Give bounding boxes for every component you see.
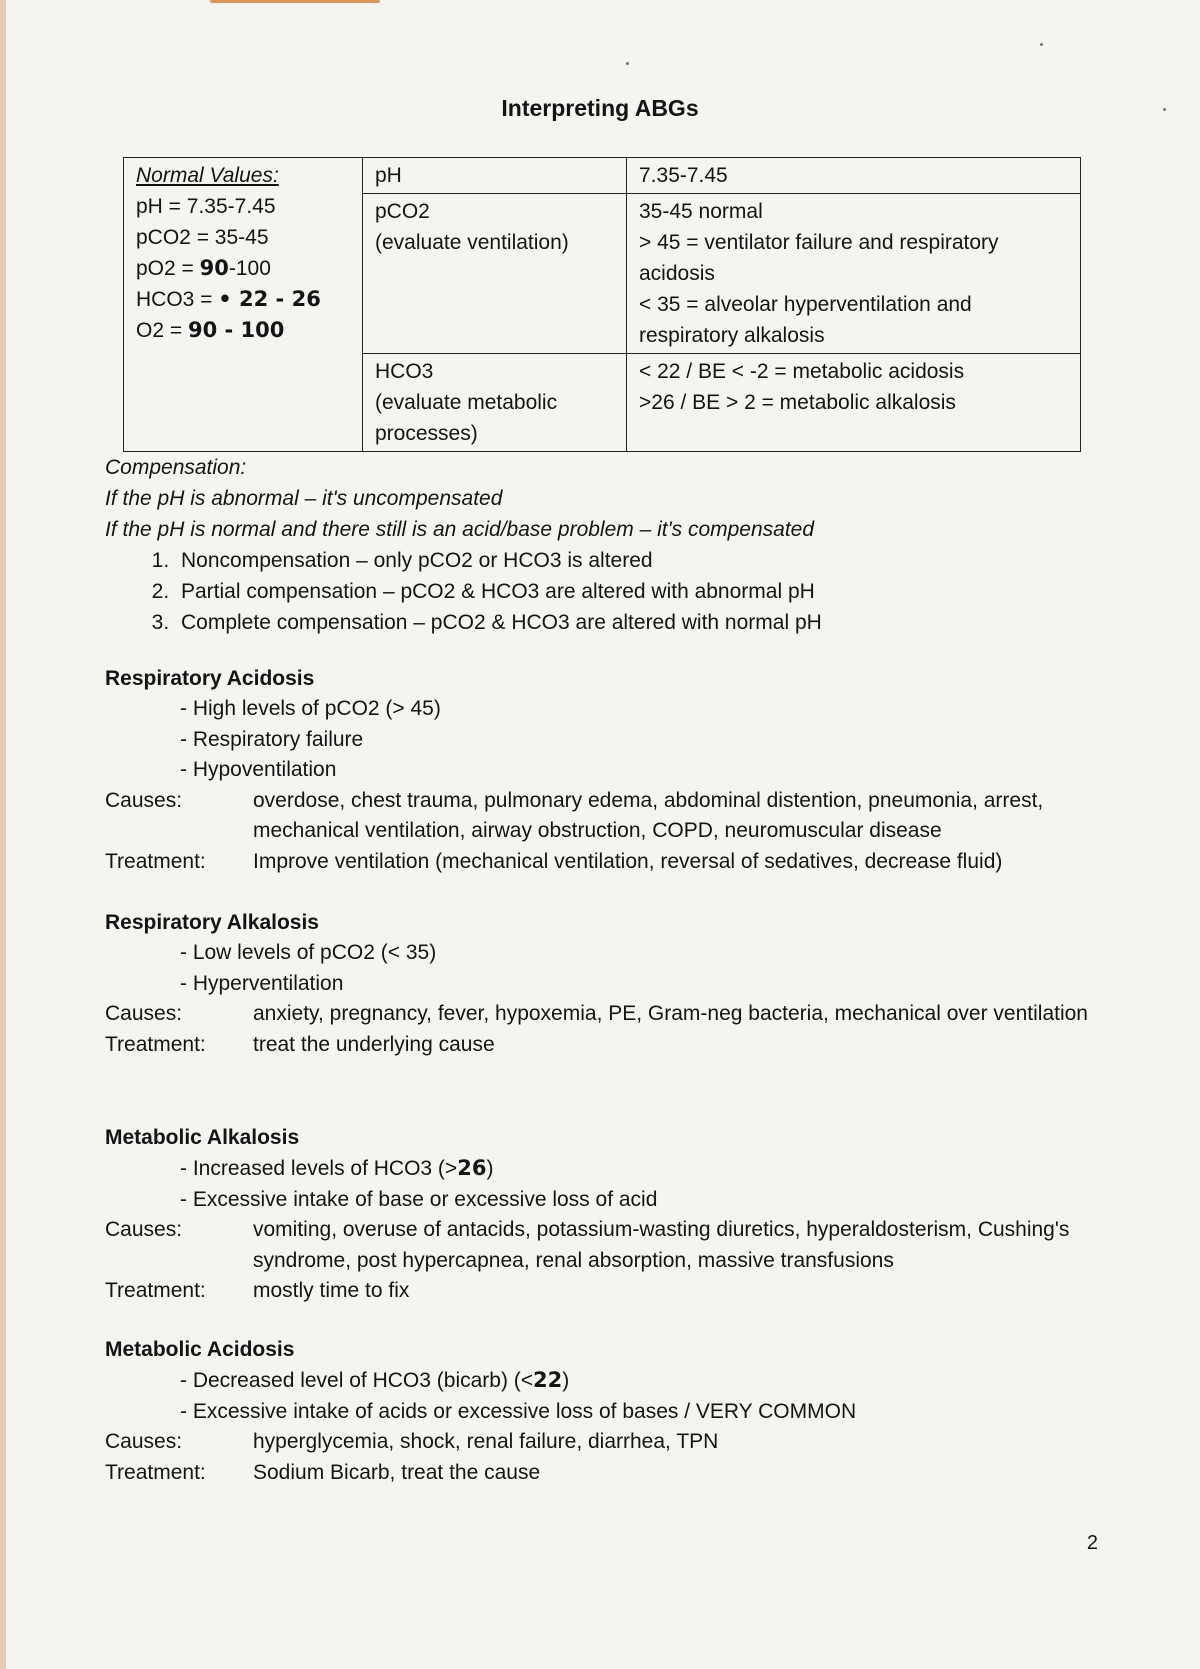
causes-label: Causes: bbox=[105, 788, 183, 812]
normal-o2: O2 = 90 - 100 bbox=[136, 318, 285, 342]
causes-text: overdose, chest trauma, pulmonary edema, abdominal distention, pneumonia, arrest, mechanical ventilation, airway obstruction, COPD, neuromuscular disease bbox=[253, 788, 1044, 842]
bullet: - Excessive intake of base or excessive loss of acid bbox=[180, 1187, 658, 1211]
treatment-label: Treatment: bbox=[105, 1279, 206, 1302]
bullet: - Hypoventilation bbox=[180, 758, 337, 781]
handwritten-hco3: • 22 - 26 bbox=[218, 287, 321, 311]
normal-pco2: pCO2 = 35-45 bbox=[136, 226, 269, 249]
causes-row bbox=[105, 999, 1105, 1030]
treatment-label: Treatment: bbox=[105, 1032, 206, 1056]
pco2-values-cell bbox=[627, 194, 1081, 354]
causes-text: hyperglycemia, shock, renal failure, diarrhea, TPN bbox=[253, 1430, 719, 1453]
ph-value: 7.35-7.45 bbox=[627, 158, 1081, 194]
bullet: - Excessive intake of acids or excessive loss of bases / VERY COMMON bbox=[180, 1399, 857, 1423]
hco3-param-cell bbox=[363, 354, 627, 452]
handwritten-o2: 90 - 100 bbox=[187, 318, 285, 342]
treatment-row bbox=[105, 1458, 1105, 1489]
page-edge bbox=[0, 0, 6, 1669]
causes-label: Causes: bbox=[105, 1002, 183, 1025]
pco2-param-cell bbox=[363, 194, 627, 354]
speck bbox=[1040, 43, 1043, 46]
section-heading: Metabolic Alkalosis bbox=[105, 1126, 300, 1149]
met-acidosis-section bbox=[105, 1334, 1105, 1488]
compensation-section bbox=[105, 452, 822, 638]
handwritten-value: 26 bbox=[457, 1156, 487, 1180]
compensation-line: If the pH is normal and there still is an acid/base problem – it's compensated bbox=[105, 518, 815, 541]
list-item: 2. Partial compensation – pCO2 & HCO3 are altered with abnormal pH bbox=[175, 576, 822, 607]
causes-row bbox=[105, 1427, 1105, 1458]
causes-text: vomiting, overuse of antacids, potassium-wasting diuretics, hyperaldosterism, Cushing's syndrome, post hypercapnea, renal absorption, massive transfusions bbox=[253, 1218, 1070, 1272]
list-item: 1. Noncompensation – only pCO2 or HCO3 is altered bbox=[175, 545, 822, 576]
pco2-value: > 45 = ventilator failure and respiratory acidosis bbox=[639, 231, 999, 285]
treatment-label: Treatment: bbox=[105, 1460, 206, 1484]
treatment-text: Improve ventilation (mechanical ventilation, reversal of sedatives, decrease fluid) bbox=[253, 849, 1003, 873]
treatment-text: treat the underlying cause bbox=[253, 1032, 495, 1056]
pco2-value: < 35 = alveolar hyperventilation and respiratory alkalosis bbox=[639, 293, 972, 347]
bullet: - Low levels of pCO2 (< 35) bbox=[180, 941, 437, 964]
resp-acidosis-section bbox=[105, 663, 1105, 877]
speck bbox=[626, 62, 629, 65]
section-heading: Metabolic Acidosis bbox=[105, 1338, 295, 1361]
paper-mark bbox=[210, 0, 380, 3]
section-heading: Respiratory Acidosis bbox=[105, 667, 315, 690]
handwritten-po2: 90 bbox=[199, 256, 229, 280]
hco3-values-cell bbox=[627, 354, 1081, 452]
causes-row bbox=[105, 1215, 1105, 1276]
handwritten-value: 22 bbox=[533, 1368, 563, 1392]
treatment-text: Sodium Bicarb, treat the cause bbox=[253, 1460, 541, 1484]
pco2-param: pCO2 bbox=[375, 200, 430, 223]
treatment-label: Treatment: bbox=[105, 849, 206, 873]
list-item: 3. Complete compensation – pCO2 & HCO3 are altered with normal pH bbox=[175, 607, 822, 638]
hco3-note: (evaluate metabolic processes) bbox=[375, 391, 558, 445]
page-number: 2 bbox=[1086, 1532, 1098, 1554]
treatment-text: mostly time to fix bbox=[253, 1279, 410, 1302]
hco3-param: HCO3 bbox=[375, 360, 434, 383]
normal-po2: pO2 = 90-100 bbox=[136, 256, 271, 280]
bullet: - Decreased level of HCO3 (bicarb) (<22) bbox=[180, 1368, 570, 1392]
treatment-row bbox=[105, 847, 1105, 878]
causes-label: Causes: bbox=[105, 1430, 183, 1453]
bullet: - Respiratory failure bbox=[180, 727, 364, 751]
causes-row bbox=[105, 786, 1105, 847]
treatment-row bbox=[105, 1030, 1105, 1061]
pco2-value: 35-45 normal bbox=[639, 200, 763, 223]
causes-label: Causes: bbox=[105, 1218, 183, 1241]
ph-param: pH bbox=[363, 158, 627, 194]
causes-text: anxiety, pregnancy, fever, hypoxemia, PE, Gram-neg bacteria, mechanical over ventilation bbox=[253, 1002, 1088, 1025]
compensation-heading: Compensation: bbox=[105, 456, 247, 479]
met-alkalosis-section bbox=[105, 1122, 1105, 1307]
pco2-note: (evaluate ventilation) bbox=[375, 231, 569, 254]
compensation-line: If the pH is abnormal – it's uncompensated bbox=[105, 487, 503, 510]
normal-hco3: HCO3 = • 22 - 26 bbox=[136, 287, 321, 311]
hco3-value: >26 / BE > 2 = metabolic alkalosis bbox=[639, 391, 956, 414]
abg-table bbox=[123, 157, 1081, 452]
section-heading: Respiratory Alkalosis bbox=[105, 911, 319, 934]
bullet: - Increased levels of HCO3 (>26) bbox=[180, 1156, 494, 1180]
bullet: - Hyperventilation bbox=[180, 971, 344, 995]
normal-values-heading: Normal Values: bbox=[136, 164, 279, 187]
page-title: Interpreting ABGs bbox=[501, 95, 699, 121]
bullet: - High levels of pCO2 (> 45) bbox=[180, 697, 441, 720]
normal-values-cell bbox=[124, 158, 363, 452]
normal-ph: pH = 7.35-7.45 bbox=[136, 195, 276, 218]
compensation-list bbox=[105, 545, 822, 638]
resp-alkalosis-section bbox=[105, 907, 1105, 1060]
hco3-value: < 22 / BE < -2 = metabolic acidosis bbox=[639, 360, 965, 383]
treatment-row bbox=[105, 1276, 1105, 1307]
